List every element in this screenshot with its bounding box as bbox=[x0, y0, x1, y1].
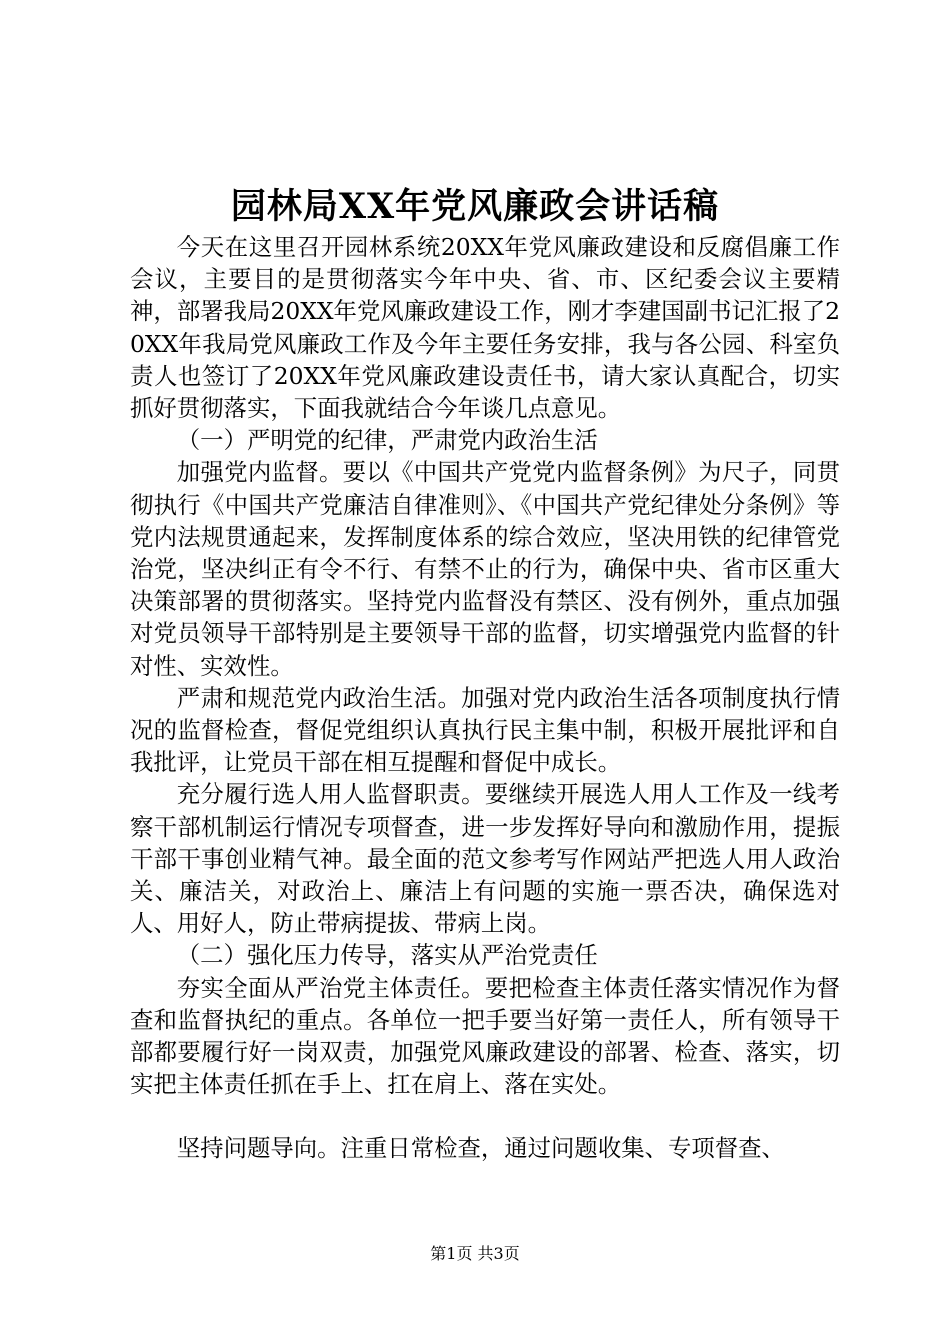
paragraph-supervision: 加强党内监督。要以《中国共产党党内监督条例》为尺子，同贯彻执行《中国共产党廉洁自律准则》、《中国共产党纪律处分条例》等党内法规贯通起来，发挥制度体系的综合效应，坚决用铁的纪律管党治党，坚决纠正有令不行、有禁不止的行为，确保中央、省市区重大决策部署的贯彻落实。坚持党内监督没有禁区、没有例外，重点加强对党员领导干部特别是主要领导干部的监督，切实增强党内监督的针对性、实效性。 bbox=[130, 458, 840, 680]
page-number: 第1页 共3页 bbox=[430, 1244, 520, 1263]
paragraph-intro: 今天在这里召开园林系统20XX年党风廉政建设和反腐倡廉工作会议，主要目的是贯彻落实今年中央、省、市、区纪委会议主要精神，部署我局20XX年党风廉政建设工作，刚才李建国副书记汇报了20XX年我局党风廉政工作及今年主要任务安排，我与各公园、科室负责人也签订了20XX年党风廉政建设责任书，请大家认真配合，切实抓好贯彻落实，下面我就结合今年谈几点意见。 bbox=[130, 233, 840, 423]
paragraph-responsibility: 夯实全面从严治党主体责任。要把检查主体责任落实情况作为督查和监督执纪的重点。各单位一把手要当好第一责任人，所有领导干部都要履行好一岗双责，加强党风廉政建设的部署、检查、落实，切实把主体责任抓在手上、扛在肩上、落在实处。 bbox=[130, 973, 840, 1099]
paragraph-problem-oriented: 坚持问题导向。注重日常检查，通过问题收集、专项督查、 bbox=[176, 1134, 785, 1163]
document-title: 园林局XX年党风廉政会讲话稿 bbox=[230, 186, 720, 227]
document-body bbox=[130, 231, 840, 1165]
section-heading-2: （二）强化压力传导，落实从严治党责任 bbox=[176, 941, 598, 970]
paragraph-personnel: 充分履行选人用人监督职责。要继续开展选人用人工作及一线考察干部机制运行情况专项督查，进一步发挥好导向和激励作用，提振干部干事创业精气神。最全面的范文参考写作网站严把选人用人政治关、廉洁关，对政治上、廉洁上有问题的实施一票否决，确保选对人、用好人，防止带病提拔、带病上岗。 bbox=[130, 780, 840, 938]
paragraph-political-life: 严肃和规范党内政治生活。加强对党内政治生活各项制度执行情况的监督检查，督促党组织认真执行民主集中制，积极开展批评和自我批评，让党员干部在相互提醒和督促中成长。 bbox=[130, 683, 840, 777]
section-heading-1: （一）严明党的纪律，严肃党内政治生活 bbox=[176, 426, 598, 455]
